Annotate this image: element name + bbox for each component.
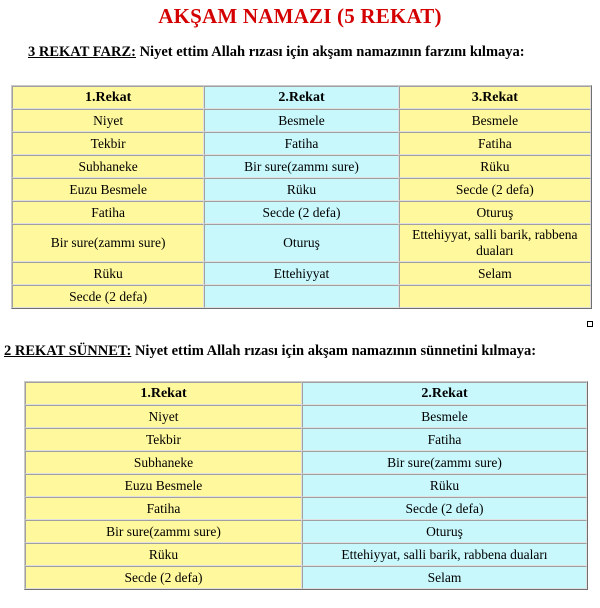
header-rekat-2: 2.Rekat	[204, 86, 398, 109]
table-cell: Secde (2 defa)	[204, 201, 398, 224]
table-cell: Rüku	[302, 474, 587, 497]
table-cell: Bir sure(zammı sure)	[12, 224, 204, 262]
table-row	[12, 109, 591, 132]
table-row	[12, 201, 591, 224]
table-row	[12, 178, 591, 201]
table-row	[25, 474, 587, 497]
sunnet-heading	[4, 343, 536, 360]
table-header-row	[12, 86, 591, 109]
table-cell: Tekbir	[12, 132, 204, 155]
table-cell: Secde (2 defa)	[302, 497, 587, 520]
table-cell: Bir sure(zammı sure)	[25, 520, 302, 543]
table-row	[25, 428, 587, 451]
table-cell: Rüku	[25, 543, 302, 566]
sunnet-heading-label: 2 REKAT SÜNNET:	[4, 343, 132, 359]
table-cell: Secde (2 defa)	[25, 566, 302, 589]
table-cell: Besmele	[302, 405, 587, 428]
table-cell: Subhaneke	[25, 451, 302, 474]
table-cell: Fatiha	[25, 497, 302, 520]
header-rekat-1: 1.Rekat	[25, 382, 302, 405]
table-cell: Tekbir	[25, 428, 302, 451]
farz-table	[11, 85, 592, 309]
table-cell: Euzu Besmele	[25, 474, 302, 497]
table-cell: Rüku	[12, 262, 204, 285]
table-cell: Ettehiyyat, salli barik, rabbena duaları	[302, 543, 587, 566]
table-cell: Fatiha	[302, 428, 587, 451]
table-cell: Euzu Besmele	[12, 178, 204, 201]
table-cell: Fatiha	[204, 132, 398, 155]
table-row	[25, 497, 587, 520]
table-cell: Selam	[302, 566, 587, 589]
table-header-row	[25, 382, 587, 405]
table-cell: Besmele	[204, 109, 398, 132]
sunnet-heading-text: Niyet ettim Allah rızası için akşam namazının sünnetini kılmaya:	[131, 343, 537, 359]
header-rekat-3: 3.Rekat	[399, 86, 591, 109]
table-row	[12, 224, 591, 262]
page-title: AKŞAM NAMAZI (5 REKAT)	[158, 4, 442, 28]
table-cell: Besmele	[399, 109, 591, 132]
table-cell: Oturuş	[399, 201, 591, 224]
table-cell: Bir sure(zammı sure)	[302, 451, 587, 474]
table-row	[25, 405, 587, 428]
table-cell: Ettehiyyat	[204, 262, 398, 285]
table-cell: Secde (2 defa)	[12, 285, 204, 308]
table-cell: Oturuş	[204, 224, 398, 262]
table-cell	[399, 285, 591, 308]
table-row	[12, 285, 591, 308]
farz-heading-label: 3 REKAT FARZ:	[28, 44, 136, 60]
table-cell: Fatiha	[399, 132, 591, 155]
table-row	[25, 520, 587, 543]
table-row	[12, 262, 591, 285]
table-cell: Secde (2 defa)	[399, 178, 591, 201]
table-row	[12, 132, 591, 155]
farz-heading-text: Niyet ettim Allah rızası için akşam namazının farzını kılmaya:	[135, 44, 525, 60]
table-cell: Rüku	[399, 155, 591, 178]
table-row	[12, 155, 591, 178]
table-cell: Bir sure(zammı sure)	[204, 155, 398, 178]
table-cell: Oturuş	[302, 520, 587, 543]
table-cell: Ettehiyyat, salli barik, rabbena duaları	[399, 224, 591, 262]
table-cell: Fatiha	[12, 201, 204, 224]
farz-heading	[28, 44, 525, 61]
table-row	[25, 566, 587, 589]
table-cell: Niyet	[12, 109, 204, 132]
table-cell: Selam	[399, 262, 591, 285]
table-resize-handle[interactable]	[587, 321, 593, 327]
table-cell: Niyet	[25, 405, 302, 428]
table-cell: Subhaneke	[12, 155, 204, 178]
table-cell: Rüku	[204, 178, 398, 201]
header-rekat-1: 1.Rekat	[12, 86, 204, 109]
table-row	[25, 451, 587, 474]
table-row	[25, 543, 587, 566]
sunnet-table	[24, 381, 588, 590]
header-rekat-2: 2.Rekat	[302, 382, 587, 405]
table-cell	[204, 285, 398, 308]
